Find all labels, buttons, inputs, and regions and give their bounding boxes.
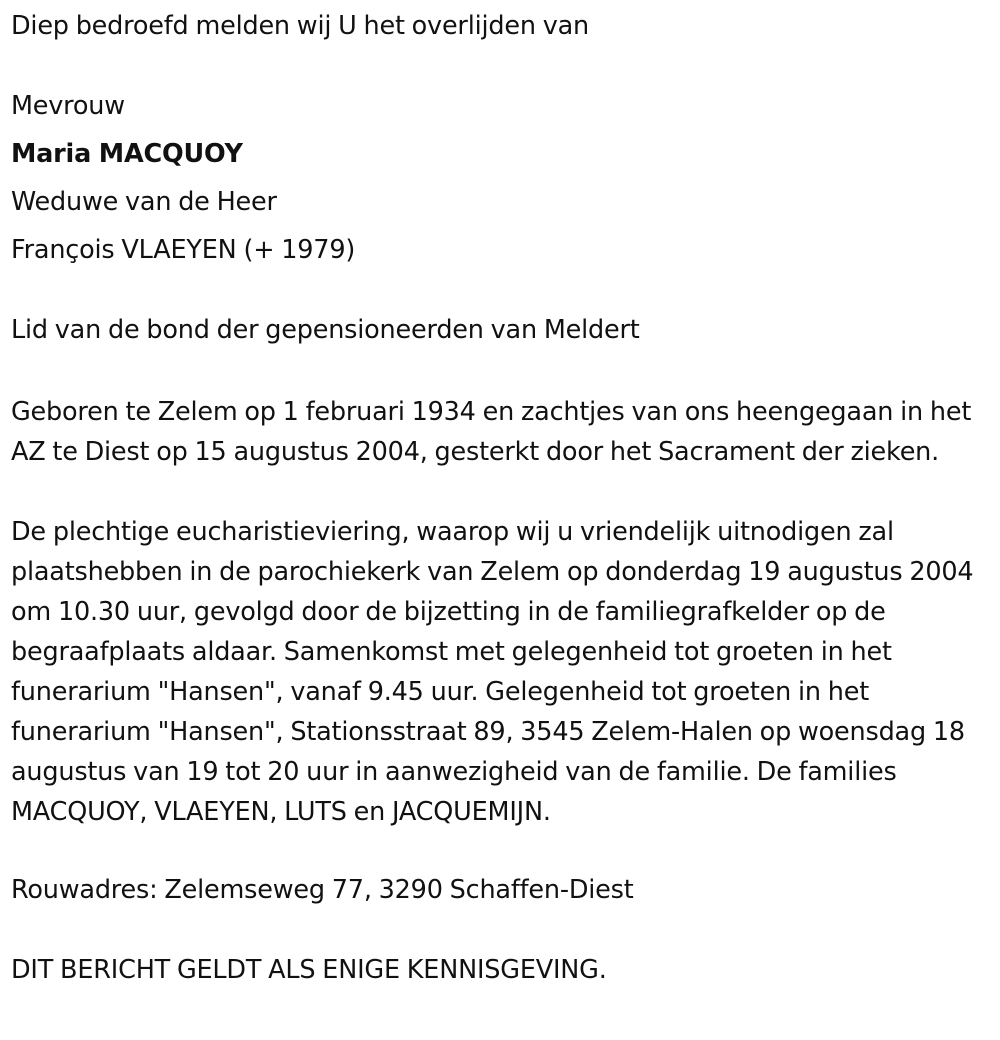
deceased-name: Maria MACQUOY	[11, 139, 243, 169]
death-notice	[11, 8, 991, 1000]
relation-line-2: François VLAEYEN (+ 1979)	[11, 235, 356, 265]
mourning-address: Rouwadres: Zelemseweg 77, 3290 Schaffen-Diest	[11, 875, 634, 905]
relation-line-1: Weduwe van de Heer	[11, 187, 277, 217]
spacer	[11, 56, 991, 88]
closing-line: DIT BERICHT GELDT ALS ENIGE KENNISGEVING.	[11, 955, 607, 985]
birth-death-paragraph: Geboren te Zelem op 1 februari 1934 en zachtjes van ons heengegaan in het AZ te Diest op 15 augustus 2004, gesterkt door het Sacrament der zieken.	[11, 397, 972, 467]
honorific: Mevrouw	[11, 91, 125, 121]
spacer	[11, 832, 991, 872]
spacer	[11, 360, 991, 392]
spacer	[11, 920, 991, 952]
ceremony-paragraph: De plechtige eucharistieviering, waarop wij u vriendelijk uitnodigen zal plaatshebben in de parochiekerk van Zelem op donderdag 19 augustus 2004 om 10.30 uur, gevolgd door de bijzetting in de familiegrafkelder op de begraafplaats aldaar. Samenkomst met gelegenheid tot groeten in het funerarium "Hansen", vanaf 9.45 uur. Gelegenheid tot groeten in het funerarium "Hansen", Stationsstraat 89, 3545 Zelem-Halen op woensdag 18 augustus van 19 tot 20 uur in aanwezigheid van de familie. De families MACQUOY, VLAEYEN, LUTS en JACQUEMIJN.	[11, 517, 974, 827]
spacer	[11, 280, 991, 312]
spacer	[11, 472, 991, 512]
intro-line: Diep bedroefd melden wij U het overlijden van	[11, 11, 589, 41]
membership-line: Lid van de bond der gepensioneerden van Meldert	[11, 315, 640, 345]
